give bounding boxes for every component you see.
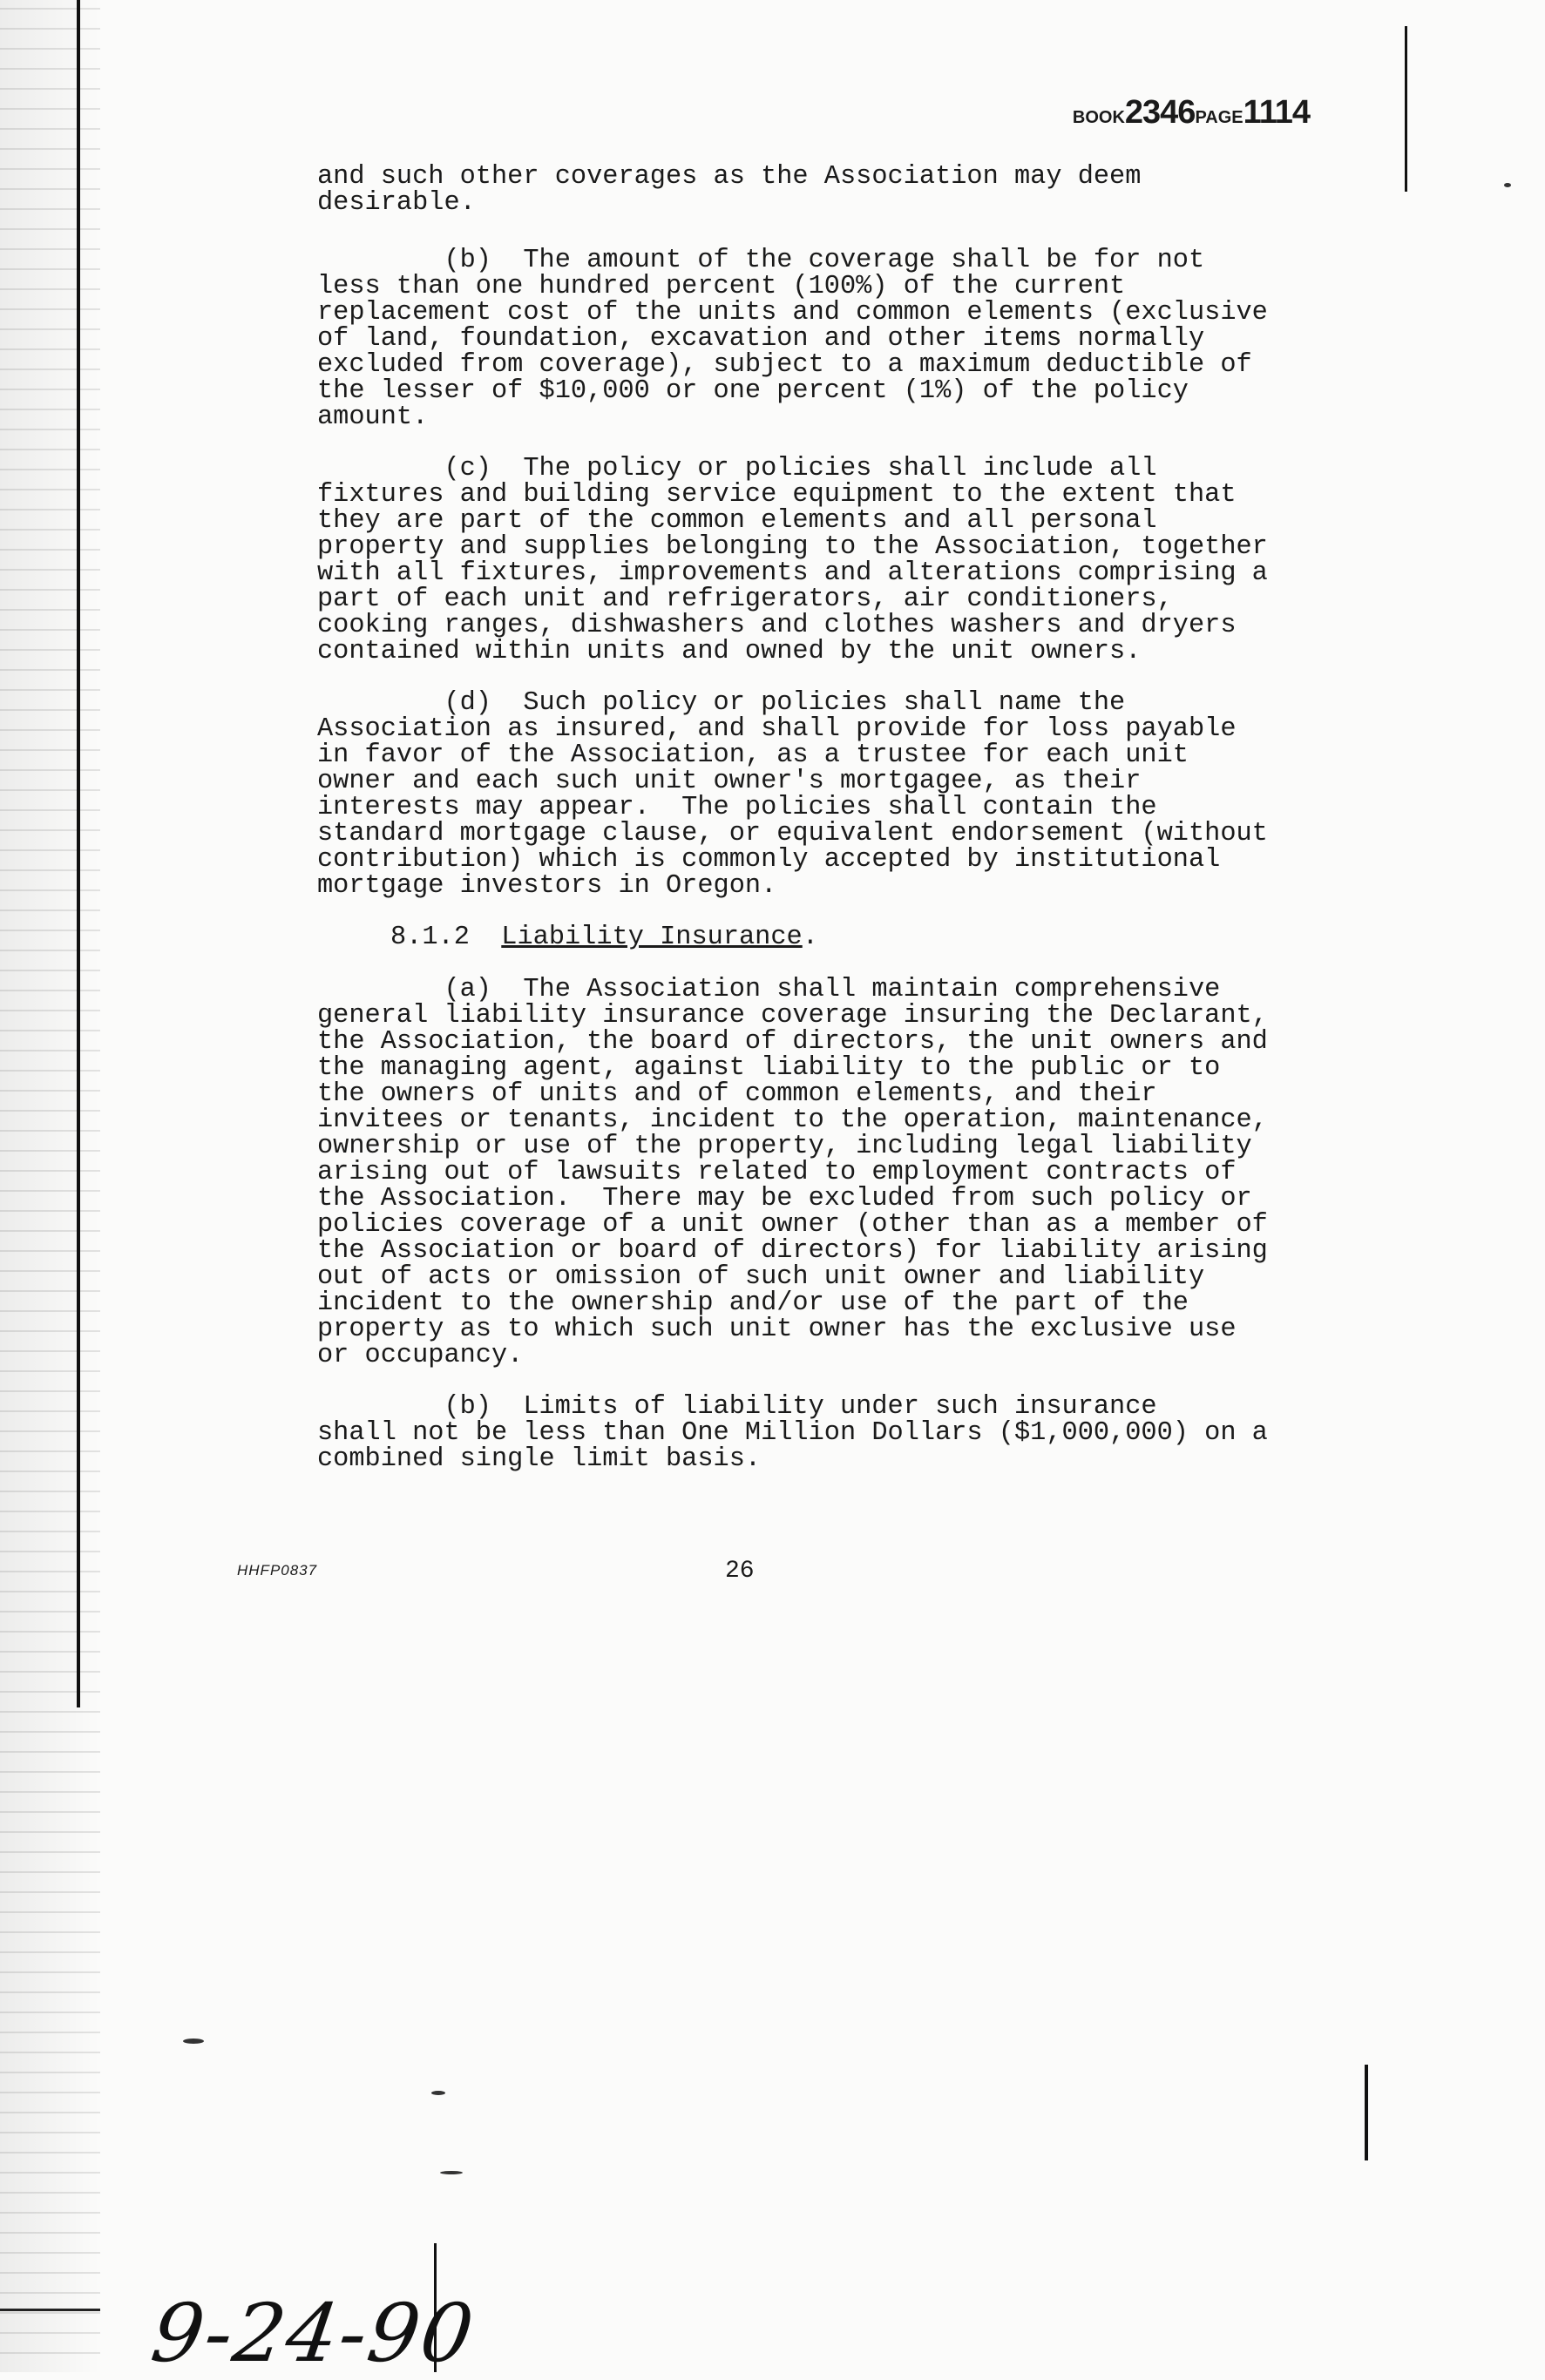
para-c-line: fixtures and building service equipment to the extent that	[317, 480, 1237, 510]
page-number: 26	[725, 1558, 755, 1585]
para-2a-line: arising out of lawsuits related to employment contracts of	[317, 1158, 1237, 1187]
scan-left-edge-artifact	[0, 0, 100, 2372]
opening-line-1: and such other coverages as the Association may deem	[317, 162, 1142, 192]
book-number: 2346	[1124, 94, 1196, 131]
scan-speck	[183, 2039, 204, 2044]
para-b-line: of land, foundation, excavation and other items normally	[317, 324, 1205, 354]
section-title: Liability Insurance	[501, 923, 803, 952]
para-2a-line: the Association or board of directors) for liability arising	[317, 1236, 1268, 1266]
para-2b-line: combined single limit basis.	[317, 1444, 762, 1474]
scan-margin-line-left	[77, 0, 80, 1707]
scan-margin-line-right	[1405, 26, 1407, 192]
para-d-line: (d) Such policy or policies shall name the	[317, 688, 1126, 718]
para-b-line: (b) The amount of the coverage shall be for not	[317, 246, 1205, 275]
document-code: HHFP0837	[237, 1562, 318, 1579]
handwritten-date: 9-24-90	[146, 2287, 481, 2380]
para-2a-line: general liability insurance coverage insuring the Declarant,	[317, 1001, 1268, 1031]
para-2a-line: the Association. There may be excluded from such policy or	[317, 1184, 1252, 1214]
para-c-line: (c) The policy or policies shall include all	[317, 454, 1157, 483]
para-2a-line: policies coverage of a unit owner (other than as a member of	[317, 1210, 1268, 1240]
para-2b-line: (b) Limits of liability under such insurance	[317, 1392, 1157, 1422]
para-d-line: owner and each such unit owner's mortgagee, as their	[317, 767, 1142, 796]
section-heading	[390, 924, 818, 950]
para-b-line: less than one hundred percent (100%) of the current	[317, 272, 1126, 301]
section-number: 8.1.2	[390, 923, 470, 952]
para-b-line: excluded from coverage), subject to a maximum deductible of	[317, 350, 1252, 380]
para-b-line: the lesser of $10,000 or one percent (1%) of the policy	[317, 376, 1189, 406]
para-d-line: contribution) which is commonly accepted by institutional	[317, 845, 1221, 875]
para-b-line: amount.	[317, 402, 429, 432]
para-c-line: with all fixtures, improvements and alterations comprising a	[317, 558, 1268, 588]
para-d-line: Association as insured, and shall provide for loss payable	[317, 714, 1237, 744]
para-2a-line: ownership or use of the property, including legal liability	[317, 1132, 1252, 1161]
para-2a-line: (a) The Association shall maintain comprehensive	[317, 975, 1221, 1004]
para-2a-line: incident to the ownership and/or use of the part of the	[317, 1288, 1189, 1318]
page-label: PAGE	[1195, 108, 1243, 127]
scan-speck	[1504, 183, 1511, 187]
para-c-line: contained within units and owned by the unit owners.	[317, 637, 1142, 666]
para-c-line: cooking ranges, dishwashers and clothes washers and dryers	[317, 611, 1237, 640]
para-b-line: replacement cost of the units and common elements (exclusive	[317, 298, 1268, 328]
scan-margin-line-right-lower	[1365, 2065, 1368, 2160]
para-2a-line: the owners of units and of common elements, and their	[317, 1079, 1157, 1109]
para-d-line: mortgage investors in Oregon.	[317, 871, 777, 901]
scan-speck	[431, 2091, 445, 2095]
para-c-line: property and supplies belonging to the Association, together	[317, 532, 1268, 562]
para-c-line: they are part of the common elements and all personal	[317, 506, 1157, 536]
para-2a-line: the Association, the board of directors, the unit owners and	[317, 1027, 1268, 1057]
para-2a-line: property as to which such unit owner has the exclusive use	[317, 1315, 1237, 1344]
para-d-line: interests may appear. The policies shall contain the	[317, 793, 1157, 822]
stamp-page-number: 1114	[1243, 94, 1310, 131]
book-label: BOOK	[1072, 108, 1125, 127]
para-2b-line: shall not be less than One Million Dollars ($1,000,000) on a	[317, 1418, 1268, 1448]
para-2a-line: out of acts or omission of such unit owner and liability	[317, 1262, 1205, 1292]
para-d-line: in favor of the Association, as a trustee for each unit	[317, 740, 1189, 770]
para-d-line: standard mortgage clause, or equivalent endorsement (without	[317, 819, 1268, 849]
scan-speck	[440, 2171, 463, 2174]
opening-line-2: desirable.	[317, 188, 476, 218]
book-page-stamp	[1073, 94, 1310, 132]
para-c-line: part of each unit and refrigerators, air conditioners,	[317, 585, 1173, 614]
para-2a-line: invitees or tenants, incident to the operation, maintenance,	[317, 1105, 1268, 1135]
para-2a-line: or occupancy.	[317, 1341, 524, 1370]
section-period: .	[802, 923, 818, 952]
date-box-rule	[0, 2309, 100, 2311]
para-2a-line: the managing agent, against liability to the public or to	[317, 1053, 1221, 1083]
